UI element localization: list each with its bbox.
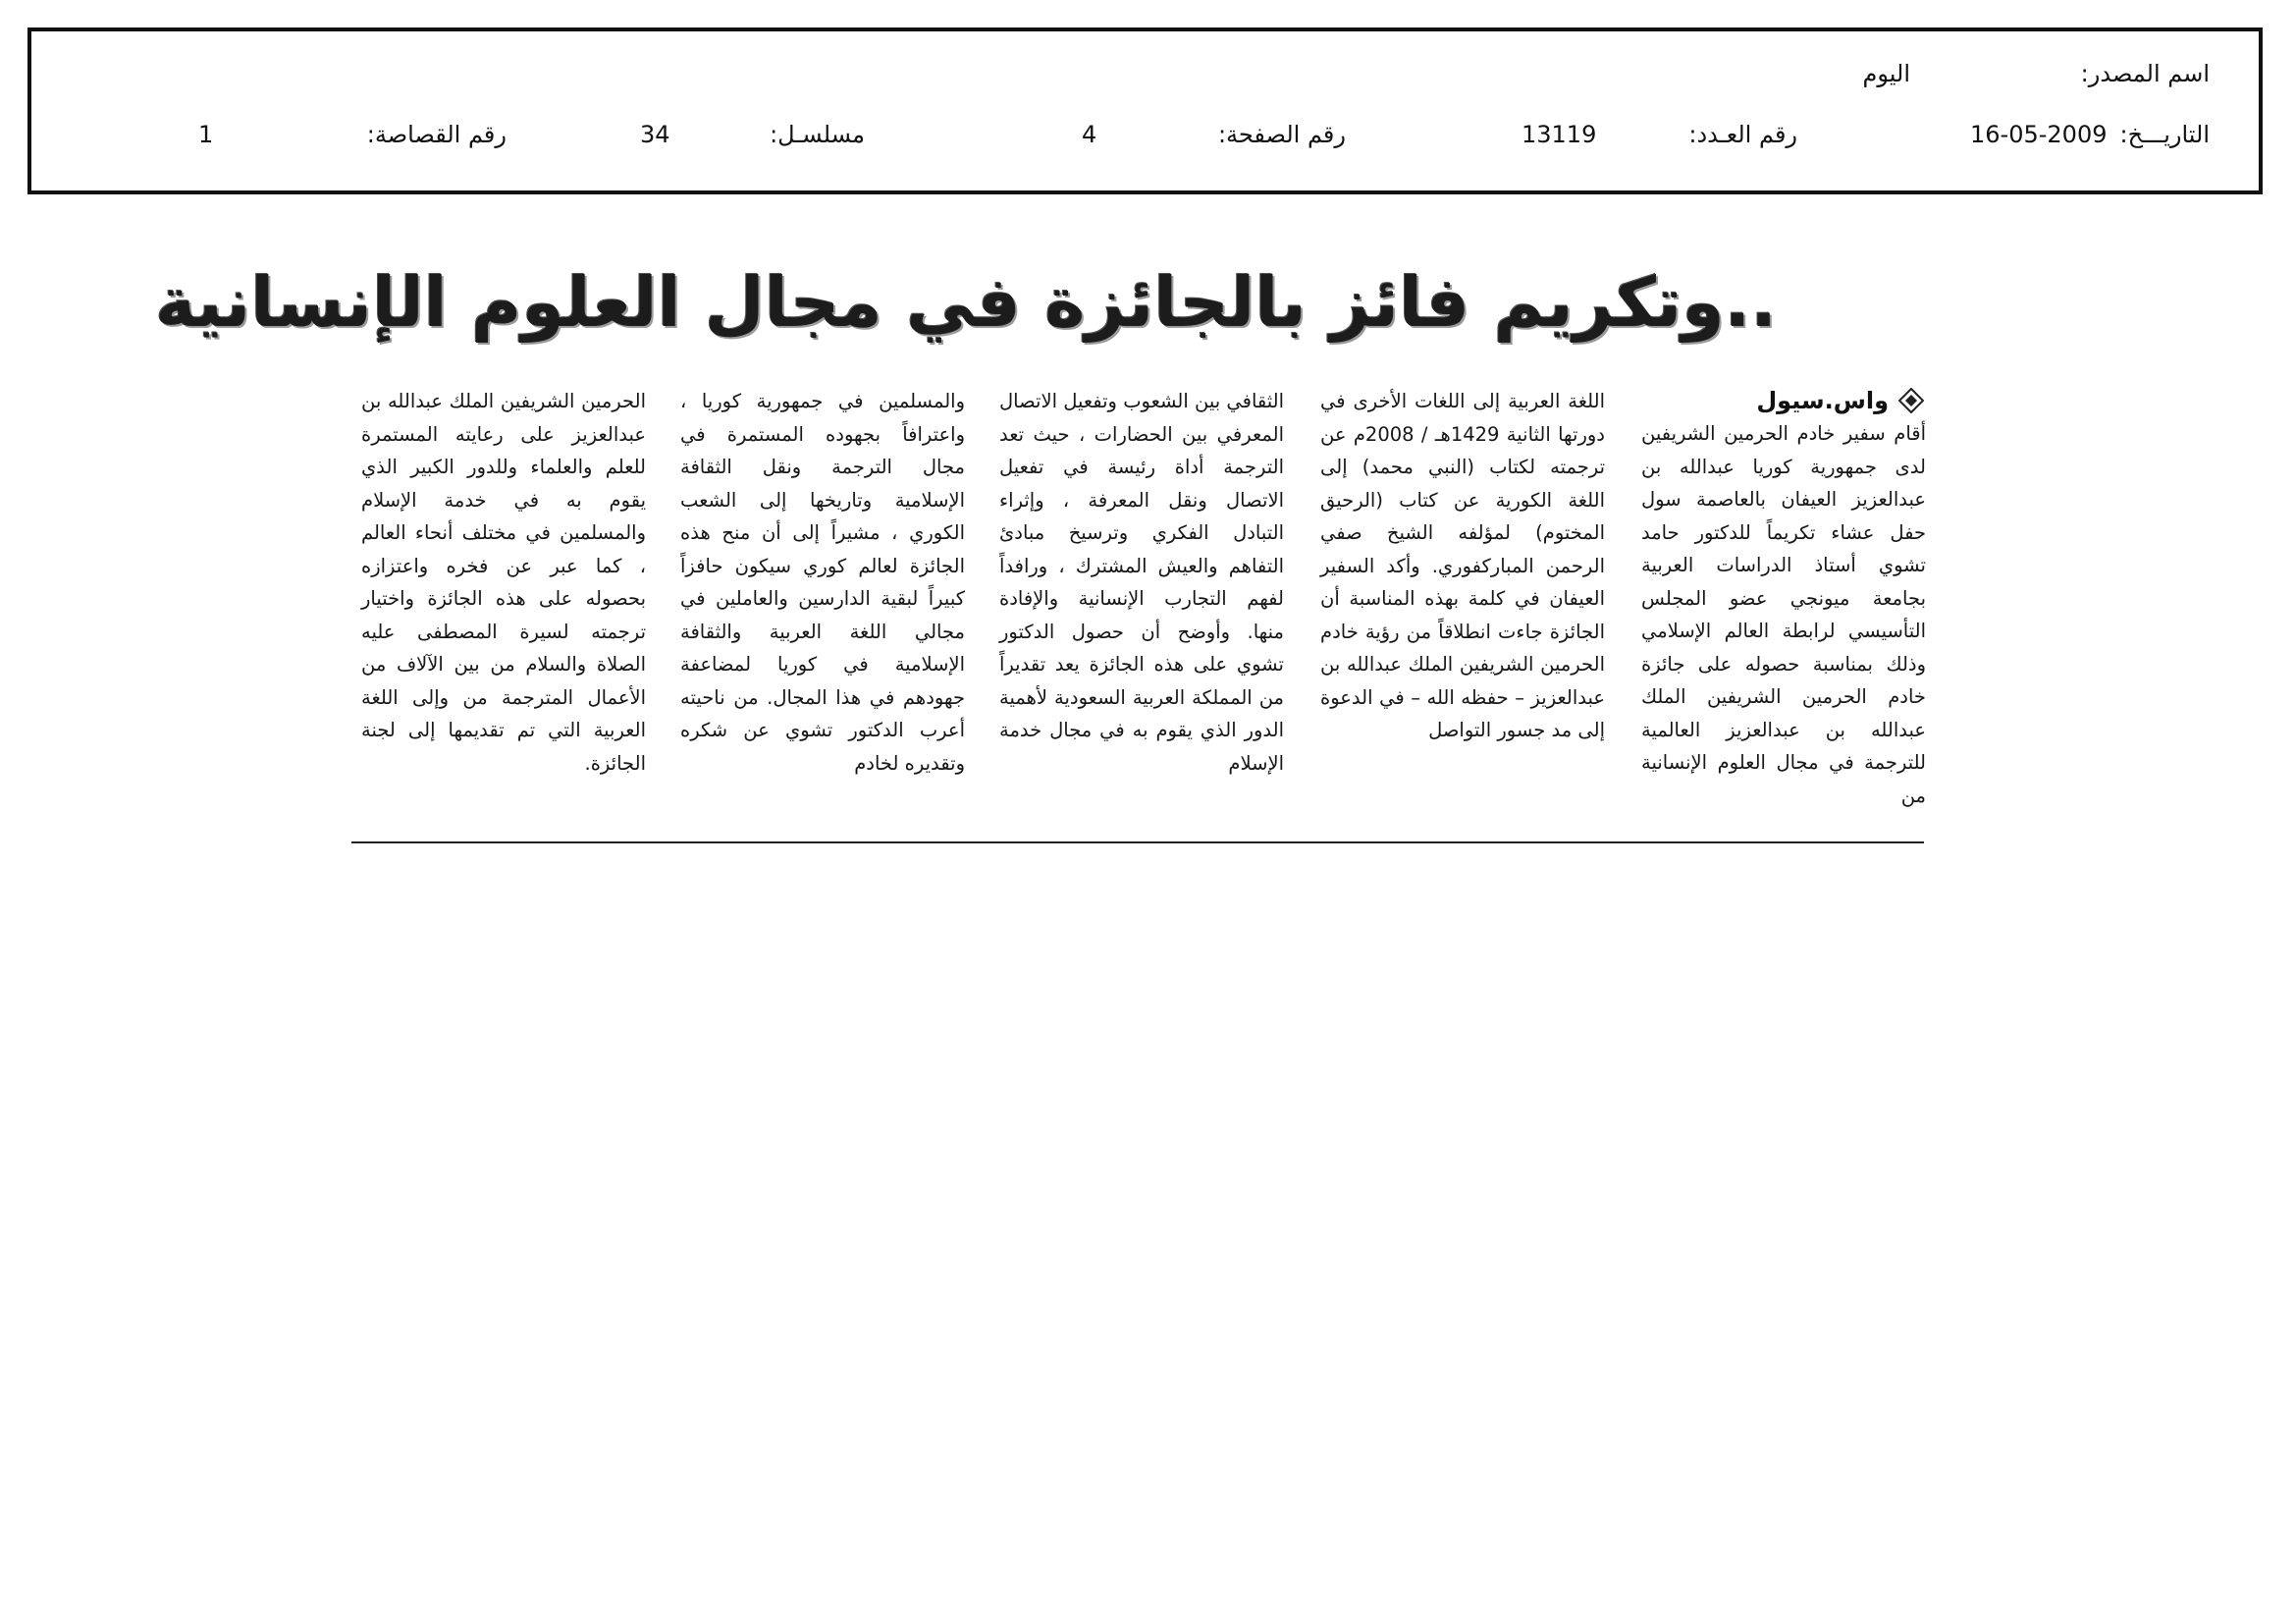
issue-number-value: 13119 xyxy=(1522,121,1597,148)
clipping-metadata-box xyxy=(27,27,2263,194)
page-number-value: 4 xyxy=(1082,121,1097,148)
article-column-3: الثقافي بين الشعوب وتفعيل الاتصال المعرفي بين الحضارات ، حيث تعد الترجمة أداة رئيسة في تفعيل الاتصال ونقل المعرفة ، وإثراء التبادل الفكري وترسيخ مبادئ التفاهم والعيش المشترك ، ورافداً لفهم التجارب الإنسانية والإفادة منها. وأوضح أن حصول الدكتور تشوي على هذه الجائزة يعد تقديراً من المملكة العربية السعودية لأهمية الدور الذي يقوم به في مجال خدمة الإسلام xyxy=(999,390,1284,775)
page-number-label: رقم الصفحة: xyxy=(1217,121,1346,148)
article-column-4: والمسلمين في جمهورية كوريا ، واعترافاً بجهوده المستمرة في مجال الترجمة ونقل الثقافة الإسلامية وتاريخها إلى الشعب الكوري ، مشيراً إلى أن منح هذه الجائزة لعالم كوري سيكون حافزاً كبيراً لبقية الدارسين والعاملين في مجالي اللغة العربية والثقافة الإسلامية في كوريا لمضاعفة جهودهم في هذا المجال. من ناحيته أعرب الدكتور تشوي عن شكره وتقديره لخادم xyxy=(680,390,965,775)
diamond-ornament-icon xyxy=(1898,388,1924,413)
clipping-number-label: رقم القصاصة: xyxy=(366,121,507,148)
article-column-5: الحرمين الشريفين الملك عبدالله بن عبدالعزيز على رعايته المستمرة للعلم والعلماء وللدور الكبير الذي يقوم به في خدمة الإسلام والمسلمين في مختلف أنحاء العالم ، كما عبر عن فخره واعتزازه بحصوله على هذه الجائزة واختيار ترجمته لسيرة المصطفى عليه الصلاة والسلام من بين الآلاف من الأعمال المترجمة من وإلى اللغة العربية التي تم تقديمها إلى لجنة الجائزة. xyxy=(361,390,646,775)
serial-label: مسلسـل: xyxy=(770,121,865,148)
article-headline: ..وتكريم فائز بالجائزة في مجال العلوم الإنسانية xyxy=(154,262,1777,343)
date-value: 16-05-2009 xyxy=(1970,121,2108,148)
serial-value: 34 xyxy=(640,121,670,148)
date-label: التاريـــخ: xyxy=(2119,121,2210,148)
article-column-1: أقام سفير خادم الحرمين الشريفين لدى جمهورية كوريا عبدالله بن عبدالعزيز العيفان بالعاصمة سول حفل عشاء تكريماً للدكتور حامد تشوي أستاذ الدراسات العربية بجامعة ميونجي عضو المجلس التأسيسي لرابطة العالم الإسلامي وذلك بمناسبة حصوله على جائزة خادم الحرمين الشريفين الملك عبدالله بن عبدالعزيز العالمية للترجمة في مجال العلوم الإنسانية من xyxy=(1641,422,1926,807)
article-bottom-divider xyxy=(351,841,1924,843)
source-label: اسم المصدر: xyxy=(2080,60,2210,87)
article-byline xyxy=(1659,381,1924,420)
article-column-2: اللغة العربية إلى اللغات الأخرى في دورتها الثانية 1429هـ / 2008م عن ترجمته لكتاب (النبي محمد) إلى اللغة الكورية عن كتاب (الرحيق المختوم) لمؤلفه الشيخ صفي الرحمن المباركفوري. وأكد السفير العيفان في كلمة بهذه المناسبة أن الجائزة جاءت انطلاقاً من رؤية خادم الحرمين الشريفين الملك عبدالله بن عبدالعزيز – حفظه الله – في الدعوة إلى مد جسور التواصل xyxy=(1320,390,1605,741)
source-value: اليوم xyxy=(1862,60,1910,87)
byline-agency: واس.سيول xyxy=(1756,387,1889,414)
issue-number-label: رقم العـدد: xyxy=(1688,121,1797,148)
clipping-number-value: 1 xyxy=(198,121,214,148)
